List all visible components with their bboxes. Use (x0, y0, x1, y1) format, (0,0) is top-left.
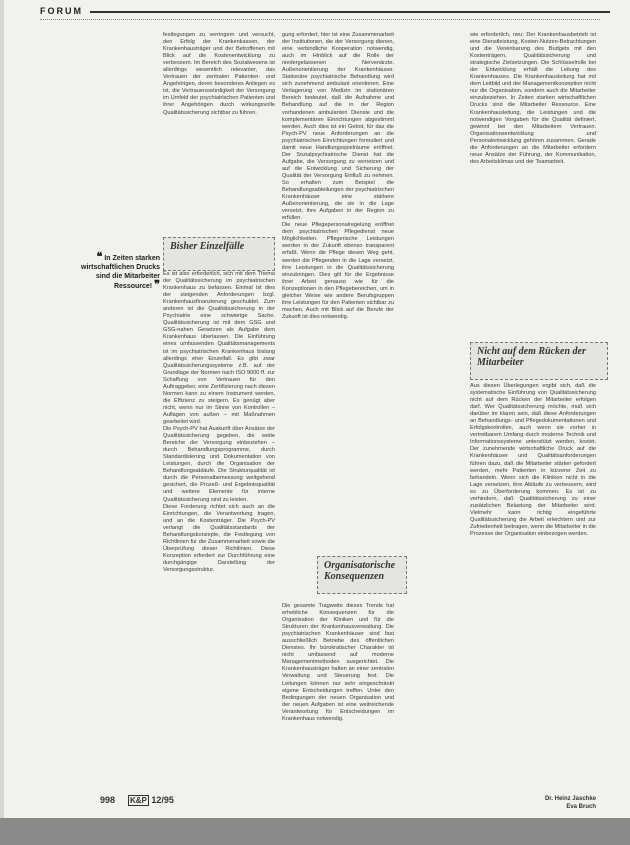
open-quote-icon: ❝ (96, 251, 103, 263)
column-2-top-text: gung erfordert, hier ist eine Zusammenarbeit der Institutionen, die der Versorgung dienen, eine verbindliche Kooperation notwendig, auch im Hinblick auf die Rolle der niedergelassenen Nervenärzte. Außenorientierung der Krankenhäuser. Stationäre psychiatrische Behandlung wird sich zunehmend ambulant orientieren. Eine Verlagerung von Medizin im stationären Bereich bedeutet, daß die Aufnahme und Behandlung auf die in der Region vorhandenen ambulanten Dienste und die komplementären Einrichtungen abgestimmt werden. Auch dies ist ein Gebot, für das die Psych-PV neue Anforderungen an die psychiatrischen Einrichtungen formuliert und damit neue Handlungsspielräume eröffnet. Der Sozialpsychiatrische Dienst hat die Aufgabe, die Versorgung zu vernetzen und auf die Entwicklung und Sicherung der Qualität der Versorgung Einfluß zu nehmen. So erhalten zum Beispiel die Behandlungsabteilungen der psychiatrischen Krankenhäuser eine stärkere Außenorientierung, die sie in die Lage versetzt, ihre Aufgaben in der Region zu erfüllen. Die neue Pflegepersonalregelung eröffnet dem psychiatrischen Pflegedienst neue Möglichkeiten. Pflegerische Leistungen werden in der Zukunft ebenso transparent erfaßt. Wenn die Pflege diesen Weg geht, werden die Pflegenden in die Lage versetzt, ihre Leistungen in die Qualitätssicherung einzubringen. Dies gilt für die Ergebnisse ihrer Arbeit genauso wie für die Konzeptionen in den Pflegebereichen, um in gleicher Weise wie andere Berufsgruppen ihre Leistungen für den Patienten sichtbar zu machen. Auch mit Blick auf die Berufe der Zukunft ist dies notwendig. (282, 32, 394, 320)
column-2-bottom (282, 603, 394, 723)
column-3-top (470, 32, 596, 167)
footer-issue (128, 795, 174, 806)
journal-logo: K&P (130, 796, 147, 805)
page-header (40, 6, 610, 20)
header-subrule (40, 19, 600, 23)
column-3-bottom-text: Aus diesen Überlegungen ergibt sich, daß die systematische Einführung von Qualitätssicherung nicht auf dem Rücken der Mitarbeiter erfolgen darf. Wer Qualitätssicherung möchte, muß sich darüber im klaren sein, daß diese Anforderungen an Behandlungs- und Pflegedokumentationen und Erfolgskontrollen, auch wenn sie vorher in vertretbarem Umfang durch moderne Technik und Informationssysteme unterstützt werden, kostet. Der zunehmende wirtschaftliche Druck auf die Krankenhäuser und Qualitätsanforderungen führen dazu, daß die Mitarbeiter stärker gefordert werden, mehr Patienten in kürzerer Zeit zu behandeln. Wenn sich die Kliniken nicht in die Lage versetzen, ihre Abläufe zu verbessern, wird es zu Überforderung kommen. Es ist zu verhindern, daß Qualitätssicherung zu einer zusätzlichen Belastung der Mitarbeiter wird. Vielmehr kann richtig eingeführte Qualitätssicherung die Arbeit erleichtern und zur Zufriedenheit beitragen, wenn die Mitarbeiter in die Prozesse der Organisation einbezogen werden. (470, 383, 596, 537)
column-1-bottom (163, 271, 275, 574)
column-3-top-text: wie erforderlich, neu: Der Krankenhausbetrieb ist eine Dienstleistung, Kosten-Nutzen-Betrachtungen und die Vereinbarung des Budgets mit den Kostenträgern, Qualitätssicherung und strategische Zielsetzungen. Die Schlüsselrolle bei der Entwicklung erhält die Leitung des Krankenhauses. Die Krankenhausleitung hat mit dem Leitbild und der Managementkonzeption nicht nur die Organisation, sondern auch die Mitarbeiter einzubeziehen. In Zeiten starken wirtschaftlichen Drucks sind die Mitarbeiter Ressource. Eine Krankenhausleitung, die Leistungen und die notwendigen Vorgaben für die Qualität definiert, gewinnt bei den Mitarbeitern Vertrauen. Organisationsentwicklung und Personalentwicklung gehören zusammen. Gerade die Anforderungen an die Mitarbeiter erfordern neue Ansätze der Führung, der Kommunikation, des Arbeitsklimas und der Teamarbeit. (470, 32, 596, 165)
column-1-top-text: festlegungen zu verringern und versucht, den Erfolg der Krankenkassen, der Krankenhausträger und der Betroffenen mit Blick auf die Kostenentwicklung zu verbessern. Im Bereich des Sozialwesens ist allerdings wesentlich relevanter, das Vertrauen der zentralen Patienten- und Angehörigen, deren besonderes Anliegen es ist, die Vertrauenswürdigkeit der Versorgung im Umfeld der psychiatrischen Patienten und ihrer Angehörigen durch wirkungsvolle Qualitätssicherung sichtbar zu führen. (163, 32, 275, 116)
close-quote-icon: ❞ (154, 279, 160, 291)
column-2-bottom-text: Die gesamte Tragweite dieses Trends hat erhebliche Konsequenzen für die Organisation der Kliniken und für die Strukturen der Krankenhausverwaltung. Die psychiatrischen Krankenhäuser sind fast ausschließlich Betriebe des öffentlichen Dienstes. Ihr bürokratischer Charakter ist nicht umfassend auf moderne Managementmethoden ausgerichtet. Die Krankenhausträger halten an einer zentralen Verwaltung und Steuerung fest. Die Leitungen können nur sehr eingeschränkt eigene Entscheidungen treffen. Unter den Bedingungen der neuen Organisation und der neuen Aufgaben ist eine weitreichende Verantwortung für Entscheidungen im Krankenhaus notwendig. (282, 603, 394, 722)
pull-quote (68, 253, 160, 291)
page-edge (0, 0, 4, 845)
header-title: FORUM (40, 6, 83, 16)
column-2-top (282, 32, 394, 322)
heading-nicht-auf-dem-ruecken: Nicht auf dem Rücken der Mitarbeiter (470, 342, 608, 380)
pull-quote-text: In Zeiten starken wirtschaftlichen Drucks sind die Mitarbeiter Ressource! (81, 255, 160, 290)
column-3-bottom (470, 383, 596, 538)
page-bottom-strip (0, 818, 630, 845)
page-number: 998 (100, 795, 116, 805)
header-rule (90, 11, 610, 13)
author-1: Dr. Heinz Jaschke (544, 796, 596, 802)
heading-organisatorische-konsequenzen: Organisatorische Konsequenzen (317, 556, 407, 594)
column-1-top (163, 32, 275, 118)
issue-number: 12/95 (151, 795, 174, 805)
author-signature (496, 795, 596, 811)
heading-bisher-einzelfaelle: Bisher Einzelfälle (163, 237, 275, 271)
column-1-bottom-text: Es ist also erforderlich, sich mit dem Thema der Qualitätssicherung im psychiatrischen Krankenhaus zu befassen. Einmal ist dies der steigenden Anforderungen bzgl. Krankenhausfinanzierung geschuldet. Zum anderen ist die Qualitätssicherung in der Psychiatrie eine schwierige Sache. Qualitätssicherung ist mit dem GSG und GSG-nahen Gesetzen als Aufgabe dem Krankenhaus überlassen. Die Einführung eines umfassenden Qualitätsmanagements ist im psychiatrischen Krankenhaus bislang allerdings eher Einzelfall. Es gibt zwar Qualitätssicherungssysteme z.B. auf der Grundlage der Normen nach ISO 9000 ff. zur Schaffung von Vertrauen für den Auftraggeber, eine Zertifizierung nach diesen Normen kann zu einem Instrument werden, die Effizienz zu steigern. Es genügt aber nicht, wenn nur im Sinne von Kontrollen – Auflagen von außen – mit Maßnahmen gearbeitet wird. Die Psych-PV hat Auskunft über Ansätze der Qualitätssicherung gegeben, die weite Bereiche der Versorgung einbeziehen – durch Behandlungsprogramme, durch Standardisierung und Dokumentation von Leistungen, durch die Organisation der Behandlungsabläufe. Die Strukturqualität ist durch die Personalbemessung weitgehend gesichert, die Prozeß- und Ergebnisqualität und weitere Elemente für interne Qualitätssicherung sind zu leisten. Diese Forderung richtet sich auch an die Einrichtungen, die Verantwortung tragen, und an die Kostenträger. Die Psych-PV verlangt die Qualitätsstandards der Behandlungskonzepte, die Festlegung von Richtlinien für die Zusammenarbeit sowie die Überprüfung dieser Richtlinien. Diese Konzeption erfordert zur Durchführung eine durchgängige Darstellung der Versorgungsstruktur. (163, 271, 275, 573)
author-2: Eva Bruch (566, 804, 596, 810)
